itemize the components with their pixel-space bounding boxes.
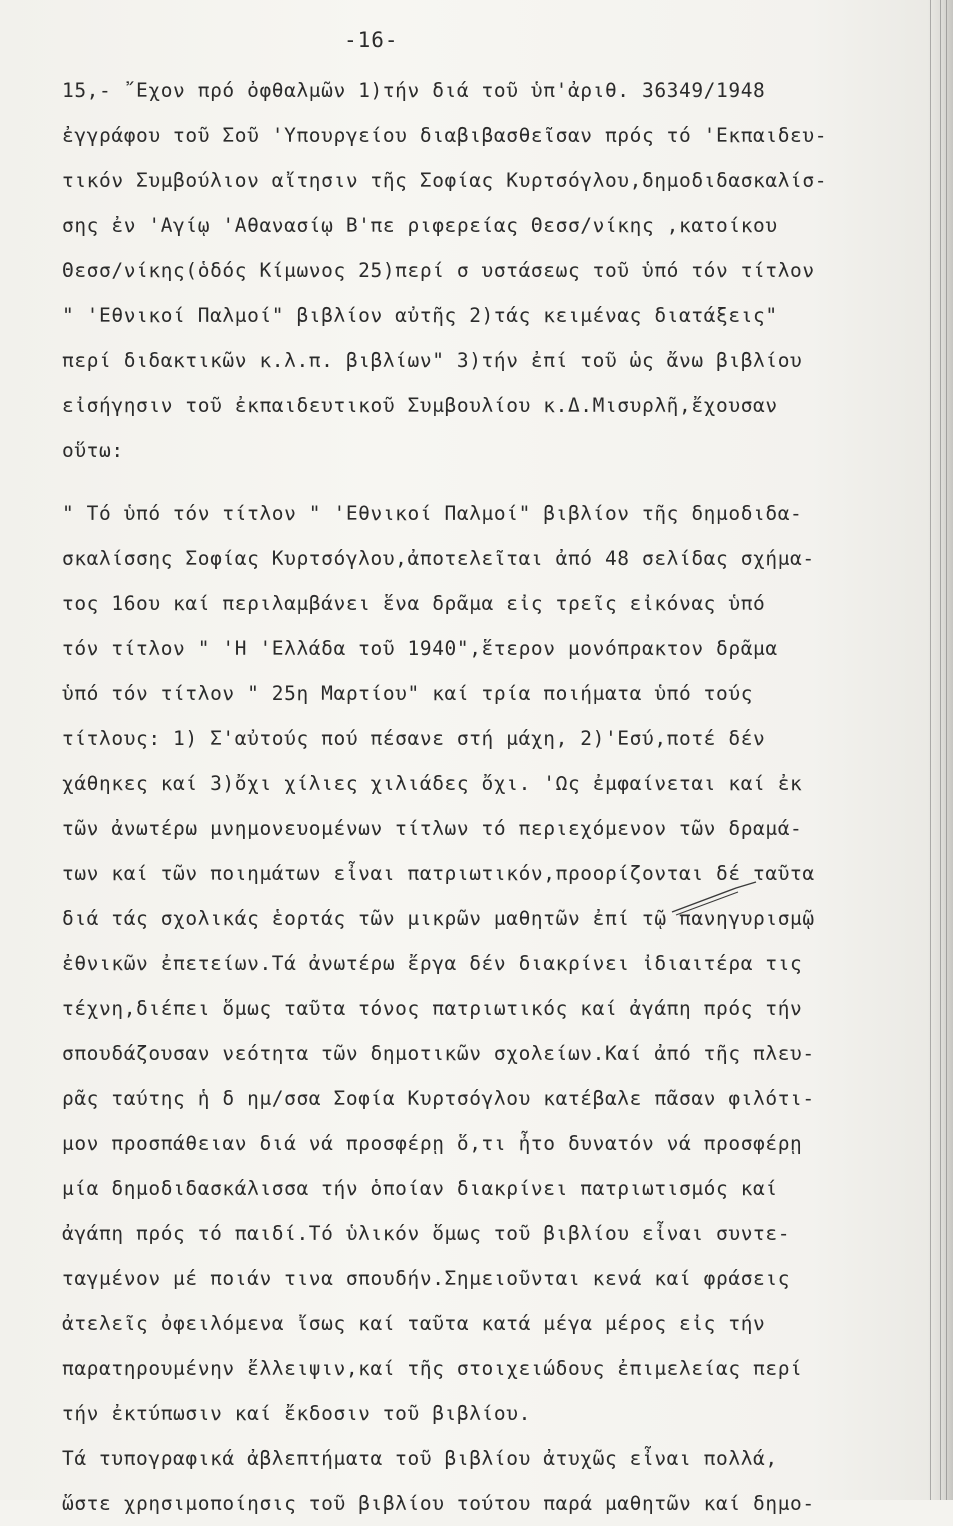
text-line: εἰσήγησιν τοῦ ἐκπαιδευτικοῦ Συμβουλίου κ.Δ.Μισυρλῆ,ἔχουσαν xyxy=(62,394,778,417)
text-line: " 'Εθνικοί Παλμοί" βιβλίον αὐτῆς 2)τάς κειμένας διατάξεις" xyxy=(62,304,778,327)
text-line: ὥστε χρησιμοποίησις τοῦ βιβλίου τούτου παρά μαθητῶν καί δημο- xyxy=(62,1492,815,1515)
text-line: ἀτελεῖς ὀφειλόμενα ἴσως καί ταῦτα κατά μέγα μέρος εἰς τήν xyxy=(62,1312,766,1335)
text-line: των καί τῶν ποιημάτων εἶναι πατριωτικόν,προορίζονται δέ ταῦτα xyxy=(62,862,815,885)
text-line: σκαλίσσης Σοφίας Κυρτσόγλου,ἀποτελεῖται ἀπό 48 σελίδας σχήμα- xyxy=(62,547,815,570)
text-line: διά τάς σχολικάς ἑορτάς τῶν μικρῶν μαθητῶν ἐπί τῷ πανηγυρισμῷ xyxy=(62,907,815,930)
text-line: τήν ἐκτύπωσιν καί ἔκδοσιν τοῦ βιβλίου. xyxy=(62,1402,531,1425)
paragraph-gap xyxy=(62,473,892,491)
text-line: χάθηκες καί 3)ὄχι χίλιες χιλιάδες ὄχι. 'Ως ἐμφαίνεται καί ἐκ xyxy=(62,772,803,795)
text-line: ταγμένον μέ ποιάν τινα σπουδήν.Σημειοῦνται κενά καί φράσεις xyxy=(62,1267,791,1290)
text-line: περί διδακτικῶν κ.λ.π. βιβλίων" 3)τήν ἐπί τοῦ ὡς ἄνω βιβλίου xyxy=(62,349,803,372)
text-line: 15,- ῎Εχον πρό ὀφθαλμῶν 1)τήν διά τοῦ ὑπ'ἀριθ. 36349/1948 xyxy=(62,79,766,102)
text-line: ὑπό τόν τίτλον " 25η Μαρτίου" καί τρία ποιήματα ὑπό τούς xyxy=(62,682,754,705)
edge-line xyxy=(930,0,931,1500)
text-line: σπουδάζουσαν νεότητα τῶν δημοτικῶν σχολείων.Καί ἀπό τῆς πλευ- xyxy=(62,1042,815,1065)
text-line: σης ἐν 'Αγίῳ 'Αθανασίῳ Β'πε ριφερείας Θεσσ/νίκης ,κατοίκου xyxy=(62,214,778,237)
edge-line xyxy=(940,0,941,1500)
text-line: παρατηρουμένην ἔλλειψιν,καί τῆς στοιχειώδους ἐπιμελείας περί xyxy=(62,1357,803,1380)
text-line: τῶν ἀνωτέρω μνημονευομένων τίτλων τό περιεχόμενον τῶν δραμά- xyxy=(62,817,803,840)
typed-body-text xyxy=(62,68,892,1526)
text-line: ρᾶς ταύτης ἡ δ ημ/σσα Σοφία Κυρτσόγλου κατέβαλε πᾶσαν φιλότι- xyxy=(62,1087,815,1110)
text-line: τικόν Συμβούλιον αἴτησιν τῆς Σοφίας Κυρτσόγλου,δημοδιδασκαλίσ- xyxy=(62,169,828,192)
pencil-annotation-mark xyxy=(668,878,758,918)
text-line: τος 16ου καί περιλαμβάνει ἕνα δρᾶμα εἰς τρεῖς εἰκόνας ὑπό xyxy=(62,592,766,615)
text-line: " Τό ὑπό τόν τίτλον " 'Εθνικοί Παλμοί" βιβλίον τῆς δημοδιδα- xyxy=(62,502,803,525)
edge-line xyxy=(946,0,947,1500)
text-line: Θεσσ/νίκης(ὁδός Κίμωνος 25)περί σ υστάσεως τοῦ ὑπό τόν τίτλον xyxy=(62,259,815,282)
text-line: ἐγγράφου τοῦ Σοῦ 'Υπουργείου διαβιβασθεῖσαν πρός τό 'Εκπαιδευ- xyxy=(62,124,828,147)
text-line: Τά τυπογραφικά ἀβλεπτήματα τοῦ βιβλίου ἀτυχῶς εἶναι πολλά, xyxy=(62,1447,778,1470)
text-line: τέχνη,διέπει ὅμως ταῦτα τόνος πατριωτικός καί ἀγάπη πρός τήν xyxy=(62,997,803,1020)
text-line: ἀγάπη πρός τό παιδί.Τό ὑλικόν ὅμως τοῦ βιβλίου εἶναι συντε- xyxy=(62,1222,791,1245)
page-number: -16- xyxy=(344,28,399,52)
text-line: τόν τίτλον " 'Η 'Ελλάδα τοῦ 1940",ἕτερον μονόπρακτον δρᾶμα xyxy=(62,637,778,660)
text-line: τίτλους: 1) Σ'αὐτούς πού πέσανε στή μάχη, 2)'Εσύ,ποτέ δέν xyxy=(62,727,766,750)
text-line: οὕτω: xyxy=(62,439,124,462)
text-line: ἐθνικῶν ἐπετείων.Τά ἀνωτέρω ἔργα δέν διακρίνει ἰδιαιτέρα τις xyxy=(62,952,803,975)
text-line: μία δημοδιδασκάλισσα τήν ὁποίαν διακρίνει πατριωτισμός καί xyxy=(62,1177,778,1200)
text-line: μον προσπάθειαν διά νά προσφέρῃ ὅ,τι ἦτο δυνατόν νά προσφέρῃ xyxy=(62,1132,803,1155)
